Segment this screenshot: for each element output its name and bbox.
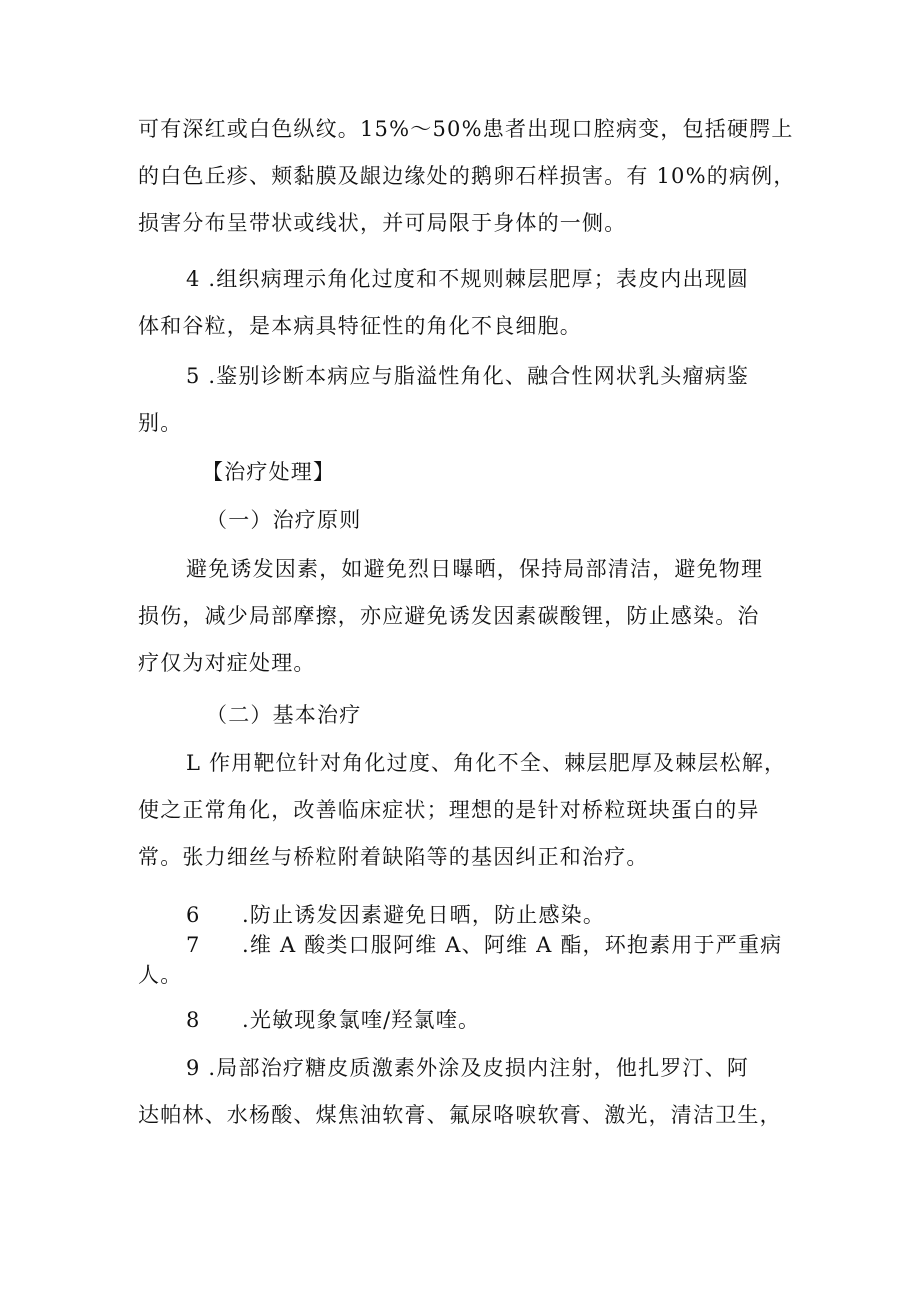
text-line: 常。张力细丝与桥粒附着缺陷等的基因纠正和治疗。 (138, 845, 649, 869)
text-line: 别。 (138, 411, 183, 435)
paragraph-principles (138, 546, 790, 687)
text-line: 疗仅为对症处理。 (138, 651, 316, 675)
paragraph-differential-diagnosis (138, 353, 790, 447)
paragraph-target (138, 740, 790, 881)
item-number: 6 (186, 903, 201, 927)
item-continuation: 人。 (138, 963, 183, 987)
list-item-7 (138, 930, 806, 987)
text-line: 体和谷粒，是本病具特征性的角化不良细胞。 (138, 314, 582, 338)
subheading-text: （二）基本治疗 (206, 703, 362, 727)
item-text: .防止诱发因素避免日晒，防止感染。 (242, 903, 606, 927)
heading-text: 【治疗处理】 (202, 460, 336, 484)
text-line: 使之正常角化，改善临床症状；理想的是针对桥粒斑块蛋白的异 (138, 798, 760, 822)
subheading-basic-treatment (138, 692, 790, 739)
text-line: 损伤，减少局部摩擦，亦应避免诱发因素碳酸锂，防止感染。治 (138, 604, 760, 628)
text-line: 损害分布呈带状或线状，并可局限于身体的一侧。 (138, 211, 627, 235)
paragraph-topical-treatment (138, 1045, 790, 1139)
paragraph-histopathology (138, 256, 790, 350)
paragraph-oral-lesions (138, 106, 796, 247)
subheading-text: （一）治疗原则 (206, 508, 362, 532)
text-line: 9 .局部治疗糖皮质激素外涂及皮损内注射，他扎罗汀、阿 (186, 1056, 750, 1080)
text-line: 可有深红或白色纵纹。15%～50%患者出现口腔病变，包括硬腭上 (138, 117, 794, 141)
list-item-8 (186, 1005, 806, 1035)
text-line: 4 .组织病理示角化过度和不规则棘层肥厚；表皮内出现圆 (186, 267, 750, 291)
text-line: 5 .鉴别诊断本病应与脂溢性角化、融合性网状乳头瘤病鉴 (186, 364, 750, 388)
text-line: L 作用靶位针对角化过度、角化不全、棘层肥厚及棘层松解， (186, 751, 787, 775)
subheading-principles (138, 497, 790, 544)
text-line: 达帕林、水杨酸、煤焦油软膏、氟尿咯唳软膏、激光，清洁卫生， (138, 1103, 782, 1127)
item-number: 7 (186, 933, 201, 957)
item-text: .维 A 酸类口服阿维 A、阿维 A 酯，环抱素用于严重病 (242, 933, 783, 957)
text-line: 的白色丘疹、颊黏膜及龈边缘处的鹅卵石样损害。有 10%的病例， (138, 164, 796, 188)
item-text: .光敏现象氯喹/羟氯喹。 (242, 1008, 481, 1032)
list-item-6 (186, 900, 806, 930)
item-number: 8 (186, 1008, 201, 1032)
text-line: 避免诱发因素，如避免烈日曝晒，保持局部清洁，避免物理 (186, 557, 764, 581)
section-heading-treatment (138, 449, 790, 496)
